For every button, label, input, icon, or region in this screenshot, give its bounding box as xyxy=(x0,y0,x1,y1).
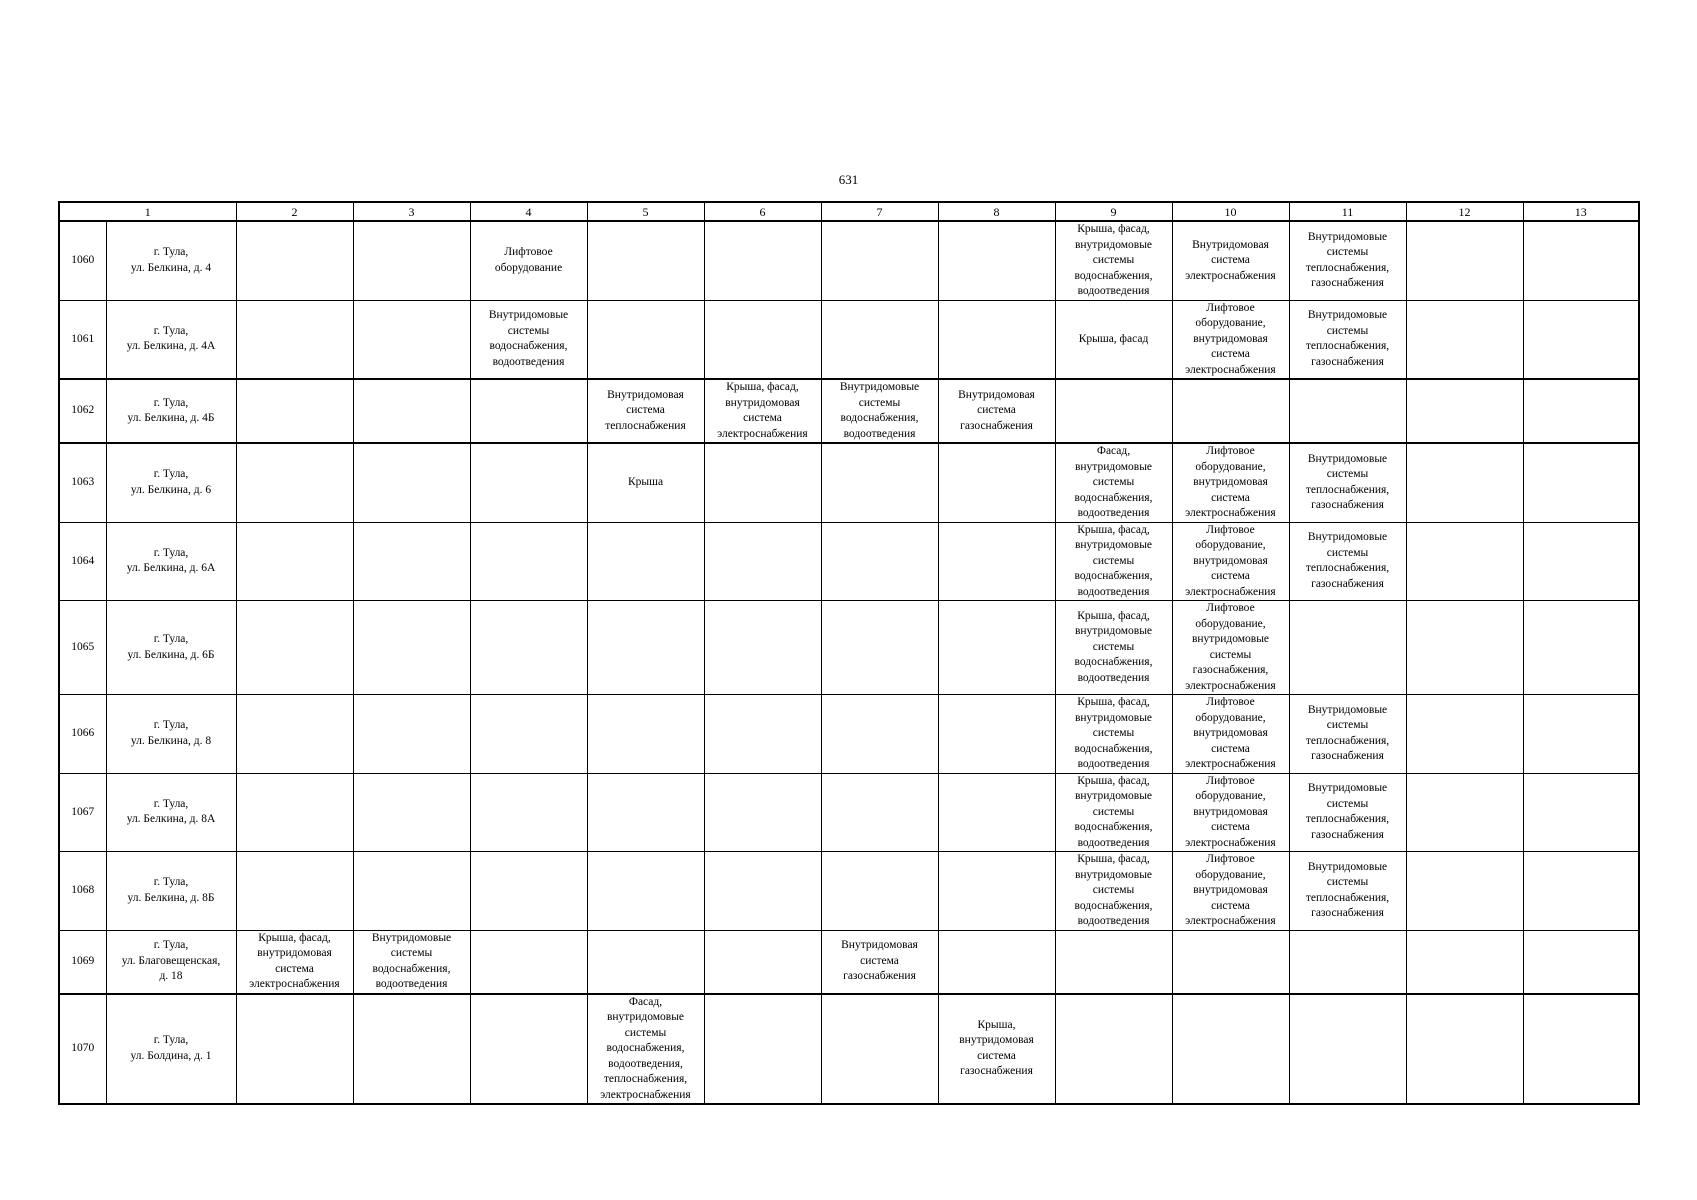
work-type-cell: Лифтовое оборудование xyxy=(470,221,587,300)
work-type-cell xyxy=(1406,930,1523,994)
work-type-cell xyxy=(821,852,938,931)
work-type-cell xyxy=(353,443,470,522)
work-type-cell xyxy=(704,601,821,695)
work-type-cell xyxy=(821,221,938,300)
work-type-cell xyxy=(353,852,470,931)
work-type-cell xyxy=(704,930,821,994)
address-cell: г. Тула, ул. Болдина, д. 1 xyxy=(106,994,236,1105)
column-header: 5 xyxy=(587,202,704,221)
row-number-cell: 1061 xyxy=(59,300,106,379)
column-header: 3 xyxy=(353,202,470,221)
work-type-cell xyxy=(236,601,353,695)
work-type-cell xyxy=(587,930,704,994)
column-header: 8 xyxy=(938,202,1055,221)
work-type-cell xyxy=(353,300,470,379)
work-type-cell xyxy=(1055,930,1172,994)
work-type-cell xyxy=(1406,522,1523,601)
work-type-cell: Внутридомовая система электроснабжения xyxy=(1172,221,1289,300)
column-header: 12 xyxy=(1406,202,1523,221)
address-cell: г. Тула, ул. Белкина, д. 6Б xyxy=(106,601,236,695)
row-number-cell: 1064 xyxy=(59,522,106,601)
table-body xyxy=(59,221,1639,1104)
address-cell: г. Тула, ул. Белкина, д. 8 xyxy=(106,695,236,774)
table-row xyxy=(59,930,1639,994)
column-header: 1 xyxy=(59,202,236,221)
work-type-cell xyxy=(821,994,938,1105)
work-type-cell: Внутридомовые системы водоснабжения, водоотведения xyxy=(821,379,938,443)
work-type-cell xyxy=(938,300,1055,379)
row-number-cell: 1066 xyxy=(59,695,106,774)
work-type-cell xyxy=(470,994,587,1105)
column-header: 6 xyxy=(704,202,821,221)
work-type-cell xyxy=(1406,852,1523,931)
work-type-cell xyxy=(1289,379,1406,443)
row-number-cell: 1060 xyxy=(59,221,106,300)
work-type-cell: Крыша, фасад, внутридомовые системы водоснабжения, водоотведения xyxy=(1055,601,1172,695)
work-type-cell xyxy=(236,852,353,931)
table-row xyxy=(59,852,1639,931)
table-row xyxy=(59,773,1639,852)
table-row xyxy=(59,601,1639,695)
work-type-cell xyxy=(353,773,470,852)
work-type-cell: Крыша, фасад, внутридомовые системы водоснабжения, водоотведения xyxy=(1055,522,1172,601)
work-type-cell: Внутридомовая система газоснабжения xyxy=(821,930,938,994)
work-type-cell xyxy=(1406,379,1523,443)
work-type-cell: Внутридомовая система газоснабжения xyxy=(938,379,1055,443)
column-header: 7 xyxy=(821,202,938,221)
work-type-cell xyxy=(704,522,821,601)
work-type-cell xyxy=(1289,930,1406,994)
work-type-cell xyxy=(1523,930,1639,994)
work-type-cell xyxy=(1406,695,1523,774)
work-type-cell xyxy=(470,930,587,994)
work-type-cell: Лифтовое оборудование, внутридомовая система электроснабжения xyxy=(1172,522,1289,601)
work-type-cell xyxy=(1406,773,1523,852)
table-row xyxy=(59,994,1639,1105)
work-type-cell: Внутридомовые системы теплоснабжения, газоснабжения xyxy=(1289,852,1406,931)
table-row xyxy=(59,695,1639,774)
work-type-cell xyxy=(353,522,470,601)
work-type-cell xyxy=(1523,443,1639,522)
row-number-cell: 1068 xyxy=(59,852,106,931)
work-type-cell xyxy=(1523,300,1639,379)
column-header: 2 xyxy=(236,202,353,221)
work-type-cell xyxy=(470,773,587,852)
work-type-cell xyxy=(353,695,470,774)
work-type-cell xyxy=(938,773,1055,852)
work-type-cell xyxy=(704,994,821,1105)
work-type-cell: Фасад, внутридомовые системы водоснабжения, водоотведения, теплоснабжения, электроснабжения xyxy=(587,994,704,1105)
work-type-cell: Фасад, внутридомовые системы водоснабжения, водоотведения xyxy=(1055,443,1172,522)
column-header: 13 xyxy=(1523,202,1639,221)
work-type-cell xyxy=(704,443,821,522)
work-type-cell: Внутридомовые системы водоснабжения, водоотведения xyxy=(353,930,470,994)
work-type-cell: Внутридомовые системы теплоснабжения, газоснабжения xyxy=(1289,221,1406,300)
column-header: 11 xyxy=(1289,202,1406,221)
work-type-cell xyxy=(353,994,470,1105)
header-row xyxy=(59,202,1639,221)
work-type-cell: Лифтовое оборудование, внутридомовая система электроснабжения xyxy=(1172,695,1289,774)
work-type-cell xyxy=(1289,994,1406,1105)
work-type-cell: Внутридомовые системы водоснабжения, водоотведения xyxy=(470,300,587,379)
work-type-cell xyxy=(1523,852,1639,931)
work-type-cell xyxy=(1289,601,1406,695)
work-type-cell: Крыша, внутридомовая система газоснабжения xyxy=(938,994,1055,1105)
row-number-cell: 1069 xyxy=(59,930,106,994)
address-cell: г. Тула, ул. Благовещенская, д. 18 xyxy=(106,930,236,994)
work-type-cell xyxy=(938,221,1055,300)
work-type-cell xyxy=(1523,379,1639,443)
work-type-cell: Крыша, фасад, внутридомовые системы водоснабжения, водоотведения xyxy=(1055,852,1172,931)
work-type-cell xyxy=(938,522,1055,601)
work-type-cell xyxy=(353,379,470,443)
work-type-cell xyxy=(1523,773,1639,852)
work-type-cell: Крыша, фасад, внутридомовые системы водоснабжения, водоотведения xyxy=(1055,695,1172,774)
table-row xyxy=(59,379,1639,443)
work-type-cell xyxy=(587,695,704,774)
work-type-cell xyxy=(1406,601,1523,695)
work-type-cell xyxy=(470,443,587,522)
work-type-cell xyxy=(1172,994,1289,1105)
column-header: 10 xyxy=(1172,202,1289,221)
work-type-cell: Внутридомовые системы теплоснабжения, газоснабжения xyxy=(1289,300,1406,379)
work-type-cell xyxy=(704,773,821,852)
work-type-cell xyxy=(1406,994,1523,1105)
work-type-cell xyxy=(1172,930,1289,994)
work-type-cell: Внутридомовая система теплоснабжения xyxy=(587,379,704,443)
work-type-cell xyxy=(470,522,587,601)
work-type-cell: Внутридомовые системы теплоснабжения, газоснабжения xyxy=(1289,522,1406,601)
work-type-cell xyxy=(236,379,353,443)
work-type-cell xyxy=(236,994,353,1105)
row-number-cell: 1063 xyxy=(59,443,106,522)
work-type-cell xyxy=(704,852,821,931)
table-row xyxy=(59,443,1639,522)
work-type-cell xyxy=(236,773,353,852)
work-type-cell xyxy=(353,601,470,695)
work-type-cell xyxy=(1523,522,1639,601)
work-type-cell xyxy=(938,852,1055,931)
work-type-cell xyxy=(1172,379,1289,443)
work-type-cell: Крыша, фасад, внутридомовые системы водоснабжения, водоотведения xyxy=(1055,773,1172,852)
work-type-cell xyxy=(1523,994,1639,1105)
address-cell: г. Тула, ул. Белкина, д. 4 xyxy=(106,221,236,300)
repair-schedule-table xyxy=(58,201,1640,1105)
row-number-cell: 1062 xyxy=(59,379,106,443)
address-cell: г. Тула, ул. Белкина, д. 8А xyxy=(106,773,236,852)
column-header: 9 xyxy=(1055,202,1172,221)
work-type-cell xyxy=(587,221,704,300)
work-type-cell xyxy=(821,522,938,601)
work-type-cell: Крыша, фасад, внутридомовые системы водоснабжения, водоотведения xyxy=(1055,221,1172,300)
work-type-cell xyxy=(938,695,1055,774)
table-row xyxy=(59,300,1639,379)
work-type-cell: Внутридомовые системы теплоснабжения, газоснабжения xyxy=(1289,443,1406,522)
address-cell: г. Тула, ул. Белкина, д. 6 xyxy=(106,443,236,522)
work-type-cell xyxy=(1406,300,1523,379)
work-type-cell: Лифтовое оборудование, внутридомовая система электроснабжения xyxy=(1172,300,1289,379)
work-type-cell xyxy=(236,695,353,774)
work-type-cell xyxy=(587,773,704,852)
work-type-cell xyxy=(1523,601,1639,695)
address-cell: г. Тула, ул. Белкина, д. 4Б xyxy=(106,379,236,443)
work-type-cell xyxy=(1523,221,1639,300)
row-number-cell: 1070 xyxy=(59,994,106,1105)
column-header: 4 xyxy=(470,202,587,221)
work-type-cell xyxy=(587,300,704,379)
work-type-cell: Лифтовое оборудование, внутридомовая система электроснабжения xyxy=(1172,773,1289,852)
work-type-cell: Лифтовое оборудование, внутридомовая система электроснабжения xyxy=(1172,852,1289,931)
work-type-cell xyxy=(470,695,587,774)
work-type-cell xyxy=(236,221,353,300)
address-cell: г. Тула, ул. Белкина, д. 8Б xyxy=(106,852,236,931)
work-type-cell xyxy=(704,300,821,379)
address-cell: г. Тула, ул. Белкина, д. 6А xyxy=(106,522,236,601)
work-type-cell xyxy=(938,601,1055,695)
work-type-cell xyxy=(236,300,353,379)
work-type-cell xyxy=(236,522,353,601)
work-type-cell xyxy=(821,695,938,774)
work-type-cell: Внутридомовые системы теплоснабжения, газоснабжения xyxy=(1289,695,1406,774)
work-type-cell: Крыша, фасад, внутридомовая система электроснабжения xyxy=(704,379,821,443)
work-type-cell xyxy=(236,443,353,522)
work-type-cell xyxy=(704,695,821,774)
work-type-cell xyxy=(587,522,704,601)
work-type-cell xyxy=(821,443,938,522)
work-type-cell xyxy=(821,300,938,379)
table-row xyxy=(59,221,1639,300)
work-type-cell xyxy=(704,221,821,300)
work-type-cell: Лифтовое оборудование, внутридомовая система электроснабжения xyxy=(1172,443,1289,522)
work-type-cell xyxy=(470,379,587,443)
work-type-cell xyxy=(1055,994,1172,1105)
page-number: 631 xyxy=(838,172,859,187)
work-type-cell: Крыша, фасад xyxy=(1055,300,1172,379)
work-type-cell xyxy=(938,930,1055,994)
row-number-cell: 1067 xyxy=(59,773,106,852)
table-row xyxy=(59,522,1639,601)
work-type-cell xyxy=(587,852,704,931)
work-type-cell xyxy=(1406,443,1523,522)
work-type-cell xyxy=(1523,695,1639,774)
work-type-cell xyxy=(470,852,587,931)
work-type-cell: Крыша xyxy=(587,443,704,522)
work-type-cell xyxy=(470,601,587,695)
work-type-cell xyxy=(821,773,938,852)
work-type-cell xyxy=(821,601,938,695)
work-type-cell xyxy=(1055,379,1172,443)
work-type-cell: Внутридомовые системы теплоснабжения, газоснабжения xyxy=(1289,773,1406,852)
work-type-cell xyxy=(1406,221,1523,300)
work-type-cell xyxy=(938,443,1055,522)
work-type-cell xyxy=(587,601,704,695)
work-type-cell: Крыша, фасад, внутридомовая система электроснабжения xyxy=(236,930,353,994)
work-type-cell: Лифтовое оборудование, внутридомовые системы газоснабжения, электроснабжения xyxy=(1172,601,1289,695)
row-number-cell: 1065 xyxy=(59,601,106,695)
work-type-cell xyxy=(353,221,470,300)
address-cell: г. Тула, ул. Белкина, д. 4А xyxy=(106,300,236,379)
